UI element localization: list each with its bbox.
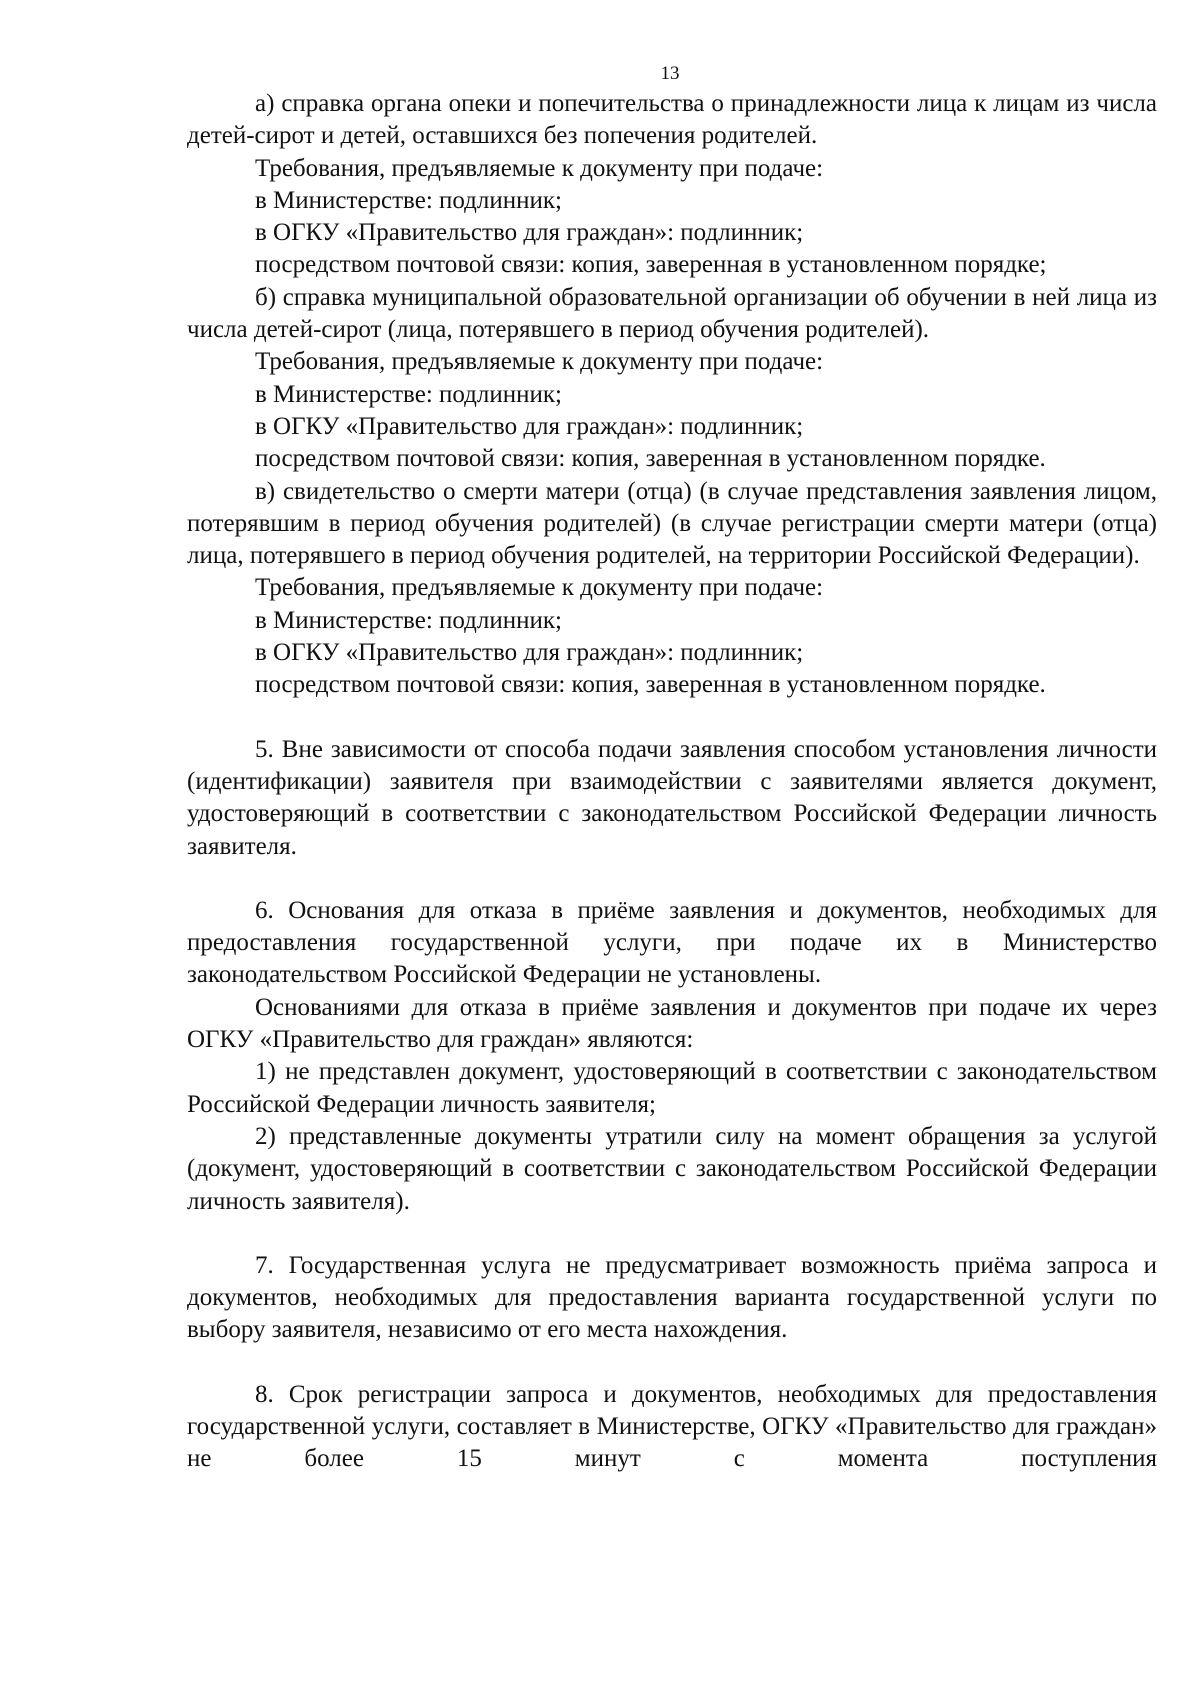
document-body (187, 88, 1157, 1476)
paragraph: 2) представленные документы утратили силу на момент обращения за услугой (документ, удостоверяющий в соответствии с законодательством Российской Федерации личность заявителя). (187, 1122, 1157, 1215)
paragraph: а) справка органа опеки и попечительства о принадлежности лица к лицам из числа детей-сирот и детей, оставшихся без попечения родителей. (187, 90, 1157, 150)
paragraph: 1) не представлен документ, удостоверяющий в соответствии с законодательством Российской Федерации личность заявителя; (187, 1058, 1157, 1118)
paragraph: в ОГКУ «Правительство для граждан»: подлинник; (255, 639, 804, 667)
paragraph: посредством почтовой связи: копия, заверенная в установленном порядке; (255, 251, 1047, 279)
paragraph: в Министерстве: подлинник; (255, 380, 562, 408)
paragraph: Требования, предъявляемые к документу при подаче: (255, 348, 824, 376)
paragraph: Требования, предъявляемые к документу при подаче: (255, 154, 824, 182)
paragraph: Основаниями для отказа в приёме заявления и документов при подаче их через ОГКУ «Правительство для граждан» являются: (187, 993, 1157, 1054)
paragraph: Требования, предъявляемые к документу при подаче: (255, 574, 824, 602)
paragraph: посредством почтовой связи: копия, заверенная в установленном порядке. (255, 445, 1046, 473)
paragraph: в ОГКУ «Правительство для граждан»: подлинник; (255, 219, 804, 247)
paragraph: 5. Вне зависимости от способа подачи заявления способом установления личности (идентификации) заявителя при взаимодействии с заявителями является документ, удостоверяющий в соответствии с законодательством Российской Федерации личность заявителя. (187, 735, 1157, 860)
paragraph: б) справка муниципальной образовательной организации об обучении в ней лица из числа детей-сирот (лица, потерявшего в период обучения родителей). (187, 283, 1157, 344)
paragraph: 7. Государственная услуга не предусматривает возможность приёма запроса и документов, необходимых для предоставления варианта государственной услуги по выбору заявителя, независимо от его места нахождения. (187, 1251, 1157, 1344)
paragraph: в) свидетельство о смерти матери (отца) (в случае представления заявления лицом, потерявшим в период обучения родителей) (в случае регистрации смерти матери (отца) лица, потерявшего в период обучения родителей, на территории Российской Федерации). (187, 477, 1157, 570)
paragraph: 6. Основания для отказа в приёме заявления и документов, необходимых для предоставления государственной услуги, при подаче их в Министерство законодательством Российской Федерации не установлены. (187, 896, 1157, 989)
paragraph: в Министерстве: подлинник; (255, 606, 562, 634)
paragraph: в Министерстве: подлинник; (255, 186, 562, 214)
paragraph: 8. Срок регистрации запроса и документов, необходимых для предоставления государственной услуги, составляет в Министерстве, ОГКУ «Правительство для граждан» не более 15 минут с момента поступления (187, 1380, 1157, 1473)
paragraph: посредством почтовой связи: копия, заверенная в установленном порядке. (255, 671, 1046, 699)
paragraph: в ОГКУ «Правительство для граждан»: подлинник; (255, 412, 804, 440)
page-number: 13 (660, 63, 680, 84)
